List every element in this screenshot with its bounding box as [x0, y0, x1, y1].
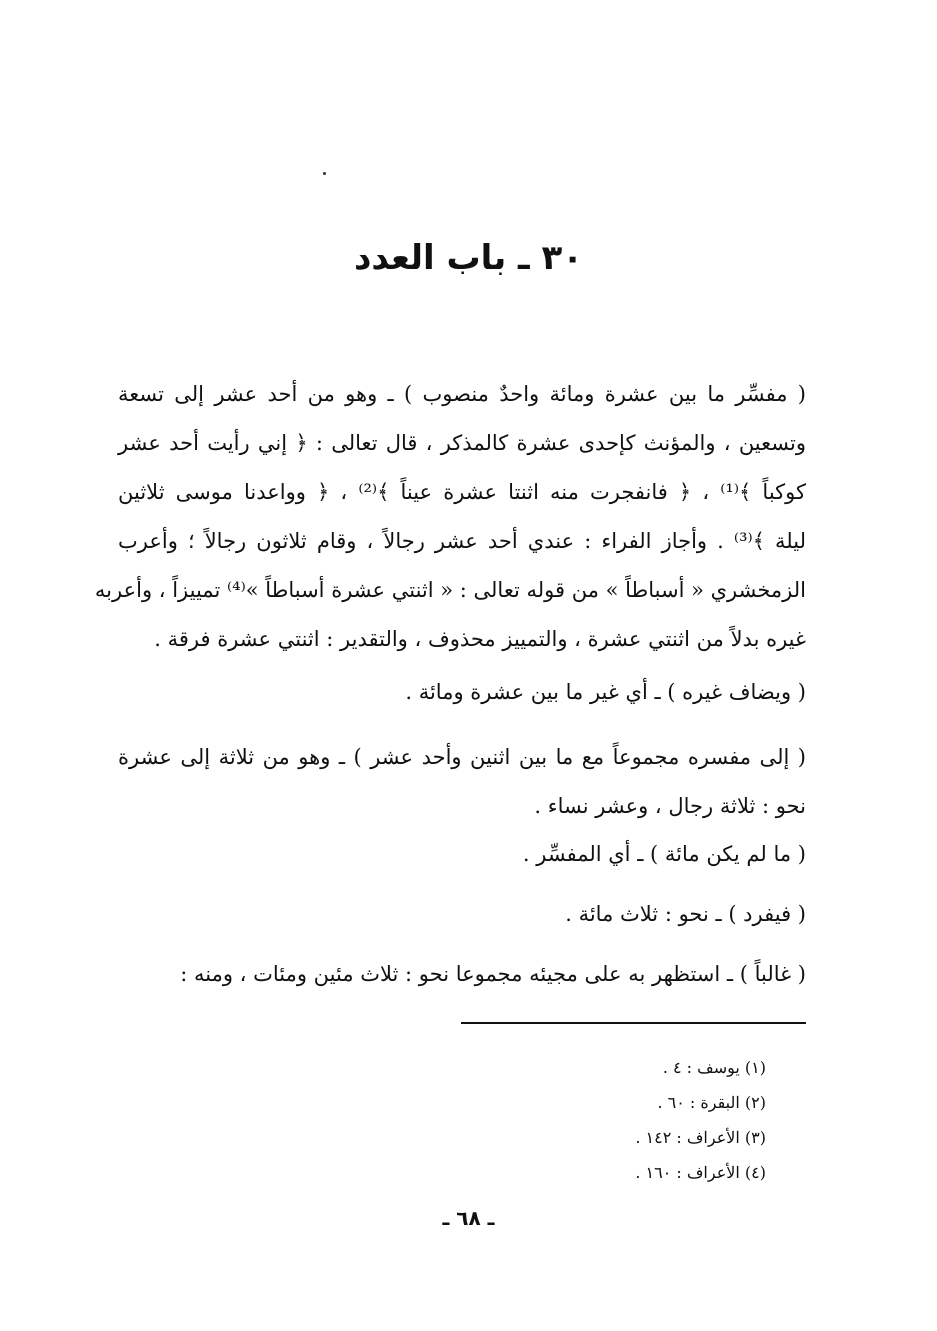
paragraph-line: وتسعين ، والمؤنث كإحدى عشرة كالمذكر ، قال تعالى : ﴿ إني رأيت أحد عشر	[118, 431, 806, 455]
paragraph-line: ( ويضاف غيره ) ـ أي غير ما بين عشرة ومائة .	[405, 680, 806, 704]
footnote-2: (٢) البقرة : ٦٠ .	[657, 1093, 766, 1112]
paragraph-4	[118, 830, 806, 879]
footnote-3: (٣) الأعراف : ١٤٢ .	[635, 1128, 766, 1147]
paragraph-line: ( مفسِّر ما بين عشرة ومائة واحدٌ منصوب ) ـ وهو من أحد عشر إلى تسعة	[118, 382, 806, 406]
paragraph-3	[118, 733, 806, 831]
footnote-1: (١) يوسف : ٤ .	[662, 1058, 766, 1077]
chapter-title: ٣٠ ـ باب العدد	[353, 238, 584, 278]
footnote-4: (٤) الأعراف : ١٦٠ .	[635, 1163, 766, 1182]
paragraph-line: ليلة ﴾⁽³⁾ . وأجاز الفراء : عندي أحد عشر رجالاً ، وقام ثلاثون رجالاً ؛ وأعرب	[118, 529, 806, 553]
paragraph-6	[118, 950, 806, 999]
paragraph-line: نحو : ثلاثة رجال ، وعشر نساء .	[534, 794, 806, 818]
page-number: ـ ٦٨ ـ	[442, 1206, 495, 1230]
footnotes	[466, 1050, 766, 1190]
paragraph-line: ( إلى مفسره مجموعاً مع ما بين اثنين وأحد عشر ) ـ وهو من ثلاثة إلى عشرة	[118, 745, 806, 769]
paragraph-line: ( فيفرد ) ـ نحو : ثلاث مائة .	[565, 902, 806, 926]
paragraph-line: ( غالباً ) ـ استظهر به على مجيئه مجموعا نحو : ثلاث مئين ومئات ، ومنه :	[180, 962, 806, 986]
ink-speck	[323, 172, 326, 175]
paragraph-line: الزمخشري « أسباطاً » من قوله تعالى : « اثنتي عشرة أسباطاً »⁽⁴⁾ تمييزاً ، وأعربه	[94, 578, 806, 602]
paragraph-line: غيره بدلاً من اثنتي عشرة ، والتمييز محذوف ، والتقدير : اثنتي عشرة فرقة .	[154, 627, 806, 651]
paragraph-5	[118, 890, 806, 939]
paragraph-1	[94, 370, 807, 664]
paragraph-2	[118, 668, 806, 717]
paragraph-line: كوكباً ﴾⁽¹⁾ ، ﴿ فانفجرت منه اثنتا عشرة عيناً ﴾⁽²⁾ ، ﴿ وواعدنا موسى ثلاثين	[118, 480, 807, 504]
footnote-separator	[461, 1022, 806, 1024]
paragraph-line: ( ما لم يكن مائة ) ـ أي المفسِّر .	[522, 842, 806, 866]
